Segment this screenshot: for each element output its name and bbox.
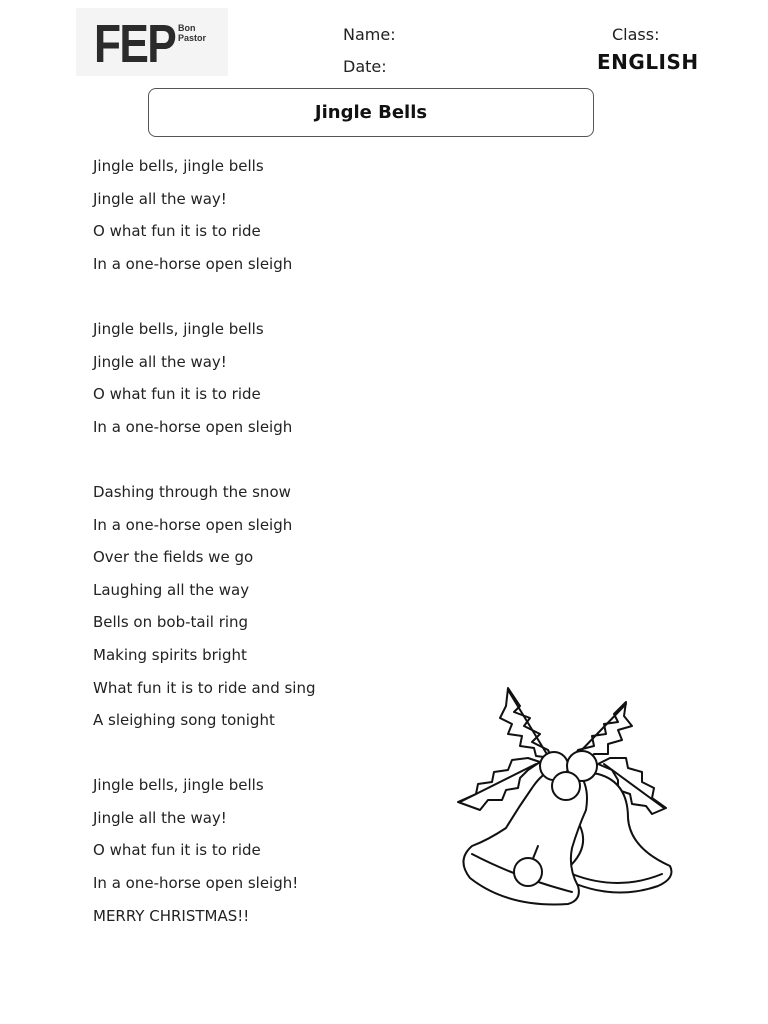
lyric-line: O what fun it is to ride: [93, 385, 261, 404]
lyric-line: A sleighing song tonight: [93, 711, 275, 730]
lyric-line: What fun it is to ride and sing: [93, 678, 316, 697]
logo-mark: FEP: [94, 14, 176, 74]
lyric-line: Jingle bells, jingle bells: [93, 776, 264, 795]
lyric-line: In a one-horse open sleigh: [93, 254, 293, 273]
stanza-break: [93, 282, 433, 315]
lyric-line: Over the fields we go: [93, 548, 254, 567]
song-title: Jingle Bells: [314, 102, 428, 123]
lyric-line: Making spirits bright: [93, 645, 247, 664]
lyric-line: Jingle bells, jingle bells: [93, 157, 264, 175]
title-box: [148, 88, 594, 137]
lyric-line: In a one-horse open sleigh!: [93, 874, 299, 893]
lyric-line: Dashing through the snow: [93, 482, 291, 501]
lyric-line: Jingle bells, jingle bells: [93, 319, 264, 338]
date-label: Date:: [343, 57, 387, 76]
lyric-line: Laughing all the way: [93, 580, 250, 599]
lyric-line: Bells on bob-tail ring: [93, 613, 249, 632]
school-logo: [76, 8, 228, 76]
lyric-line: O what fun it is to ride: [93, 841, 261, 860]
stanza-break: [93, 445, 433, 478]
lyric-line: Jingle all the way!: [93, 189, 227, 208]
lyrics-block: [93, 152, 433, 934]
logo-word-2: Pastor: [178, 33, 207, 43]
lyric-line: In a one-horse open sleigh: [93, 417, 293, 436]
subject-label: ENGLISH: [597, 50, 699, 74]
christmas-bells-holly-icon: [448, 678, 688, 914]
lyric-line: O what fun it is to ride: [93, 222, 261, 241]
lyric-line: MERRY CHRISTMAS!!: [93, 906, 250, 925]
lyric-line: In a one-horse open sleigh: [93, 515, 293, 534]
name-label: Name:: [343, 25, 396, 44]
class-label: Class:: [612, 25, 660, 44]
lyric-line: Jingle all the way!: [93, 808, 227, 827]
stanza-break: [93, 739, 433, 772]
lyric-line: Jingle all the way!: [93, 352, 227, 371]
logo-word-1: Bon: [178, 23, 196, 33]
